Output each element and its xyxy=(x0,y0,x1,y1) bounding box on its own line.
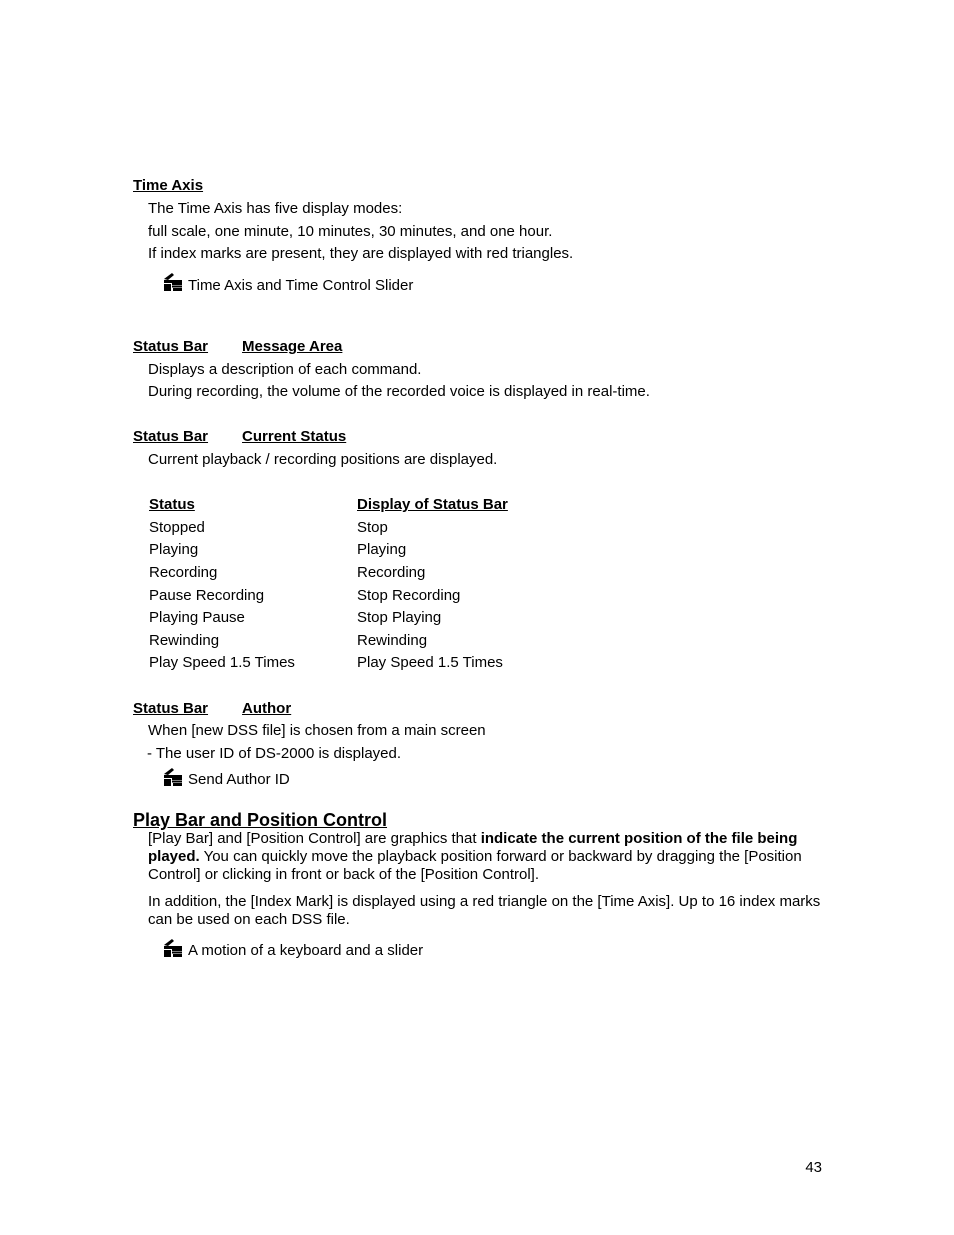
status-row-4-status: Pause Recording xyxy=(149,587,265,604)
author-line-1: When [new DSS file] is chosen from a main screen xyxy=(148,722,486,739)
status-row-2-status: Playing xyxy=(149,541,199,558)
time-axis-line-2: full scale, one minute, 10 minutes, 30 minutes, and one hour. xyxy=(148,223,553,240)
status-row-4-display: Stop Recording xyxy=(357,587,461,604)
current-status-line: Current playback / recording positions are displayed. xyxy=(148,451,498,468)
status-row-6-status: Rewinding xyxy=(149,632,220,649)
play-bar-paragraph-1: [Play Bar] and [Position Control] are graphics that indicate the current position of the file being played. You can quickly move the playback position forward or backward by dragging the [Position Control] or clicking in front or back of the [Position Control]. xyxy=(148,830,802,883)
pointing-hand-reference-icon[interactable] xyxy=(163,767,183,786)
status-row-5-status: Playing Pause xyxy=(149,609,245,626)
time-axis-line-3: If index marks are present, they are displayed with red triangles. xyxy=(148,245,574,262)
current-status-heading: Status Bar Current Status xyxy=(133,428,347,445)
time-axis-line-1: The Time Axis has five display modes: xyxy=(148,200,403,217)
author-line-2: - The user ID of DS-2000 is displayed. xyxy=(147,745,402,762)
display-column-header: Display of Status Bar xyxy=(357,496,508,513)
play-bar-paragraph-2: In addition, the [Index Mark] is displayed using a red triangle on the [Time Axis]. Up to 16 index marks can be used on each DSS file. xyxy=(148,893,821,928)
time-axis-heading: Time Axis xyxy=(133,177,204,194)
status-row-6-display: Rewinding xyxy=(357,632,428,649)
status-column-header: Status xyxy=(149,496,195,513)
author-reference-link[interactable]: Send Author ID xyxy=(188,771,290,788)
play-bar-heading: Play Bar and Position Control xyxy=(133,810,388,830)
status-row-5-display: Stop Playing xyxy=(357,609,442,626)
page-number: 43 xyxy=(805,1159,822,1176)
author-heading: Status Bar Author xyxy=(133,700,292,717)
status-row-3-display: Recording xyxy=(357,564,426,581)
message-area-line-2: During recording, the volume of the recorded voice is displayed in real-time. xyxy=(148,383,650,400)
time-axis-reference-link[interactable]: Time Axis and Time Control Slider xyxy=(188,277,414,294)
pointing-hand-reference-icon[interactable] xyxy=(163,938,183,957)
status-row-7-display: Play Speed 1.5 Times xyxy=(357,654,503,671)
message-area-line-1: Displays a description of each command. xyxy=(148,361,422,378)
pointing-hand-reference-icon[interactable] xyxy=(163,272,183,291)
status-row-1-status: Stopped xyxy=(149,519,205,536)
status-row-1-display: Stop xyxy=(357,519,388,536)
status-row-3-status: Recording xyxy=(149,564,218,581)
status-row-2-display: Playing xyxy=(357,541,407,558)
status-row-7-status: Play Speed 1.5 Times xyxy=(149,654,295,671)
play-bar-reference-link[interactable]: A motion of a keyboard and a slider xyxy=(188,942,424,959)
message-area-heading: Status Bar Message Area xyxy=(133,338,343,355)
